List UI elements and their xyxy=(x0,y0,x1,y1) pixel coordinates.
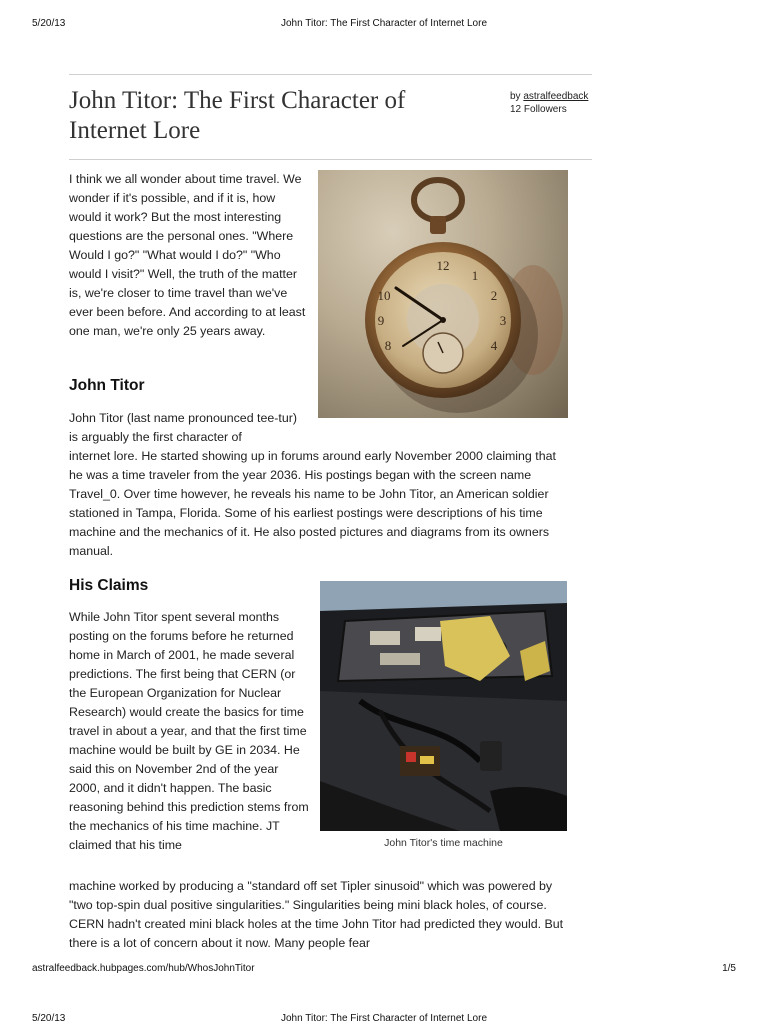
top-divider xyxy=(69,74,592,75)
svg-text:1: 1 xyxy=(471,268,479,283)
followers-count: 12 Followers xyxy=(510,104,567,115)
john-titor-paragraph-cont: internet lore. He started showing up in forums around early November 2000 claiming that he was a time traveler from the year 2036. His postings began with the screen name Travel_0. Over time however, he reveals his name to be John Titor, an American soldier stationed in Tampa, Florida. Some of his earliest postings were descriptions of his time machine and the mechanics of it. He also posted pictures and diagrams from its owners manual. xyxy=(69,449,556,558)
claims-paragraph-cont: machine worked by producing a "standard off set Tipler sinusoid" which was powered by "two top-spin dual positive singularities." Singularities being mini black holes, of course. CERN hadn't created mini black holes at the time John Titor had predicted they would. But there is a lot of concern about it now. Many people fear xyxy=(69,879,564,950)
heading-john-titor: John Titor xyxy=(69,377,145,394)
next-page-header xyxy=(32,1013,736,1027)
pocket-watch-photo xyxy=(318,170,568,418)
heading-his-claims: His Claims xyxy=(69,577,149,594)
svg-text:2: 2 xyxy=(490,288,498,303)
machine-caption: John Titor's time machine xyxy=(384,837,503,849)
print-header xyxy=(32,18,736,32)
author-link[interactable]: astralfeedback xyxy=(523,91,589,102)
print-date: 5/20/13 xyxy=(32,18,66,29)
svg-text:3: 3 xyxy=(499,313,507,328)
time-machine-photo xyxy=(320,581,567,831)
byline xyxy=(510,90,588,116)
svg-text:10: 10 xyxy=(377,288,391,303)
print-title: John Titor: The First Character of Internet Lore xyxy=(280,18,488,29)
next-page-date: 5/20/13 xyxy=(32,1013,66,1024)
claims-paragraph-start: While John Titor spent several months posting on the forums before he returned home in March of 2001, he made several predictions. The first being that CERN (or the European Organization for Nuclear Research) would create the basics for time travel in about a year, and that the first time machine would be built by GE in 2034. He said this on November 2nd of the year 2000, and it didn't happen. The basic reasoning behind this prediction stems from the mechanics of his time machine. JT claimed that his time xyxy=(69,610,309,852)
svg-text:12: 12 xyxy=(436,258,450,273)
intro-paragraph: I think we all wonder about time travel. We wonder if it's possible, and if it is, how would it work? But the most interesting questions are the personal ones. "Where Would I go?" "What would I do?" "Who would I visit?" Well, the truth of the matter is, we're closer to time travel than we've ever been before. And according to at least one man, we're only 25 years away. xyxy=(69,172,306,338)
page-number: 1/5 xyxy=(722,963,736,974)
john-titor-paragraph-start: John Titor (last name pronounced tee-tur) is arguably the first character of xyxy=(69,411,297,444)
page-url: astralfeedback.hubpages.com/hub/WhosJohnTitor xyxy=(32,963,255,974)
byline-prefix: by xyxy=(510,91,521,102)
article-title: John Titor: The First Character of Internet Lore xyxy=(69,87,406,144)
svg-text:4: 4 xyxy=(490,338,498,353)
print-footer xyxy=(32,963,736,977)
next-page-title: John Titor: The First Character of Internet Lore xyxy=(280,1013,488,1024)
svg-text:9: 9 xyxy=(377,313,385,328)
title-divider xyxy=(69,159,592,160)
svg-text:8: 8 xyxy=(384,338,392,353)
